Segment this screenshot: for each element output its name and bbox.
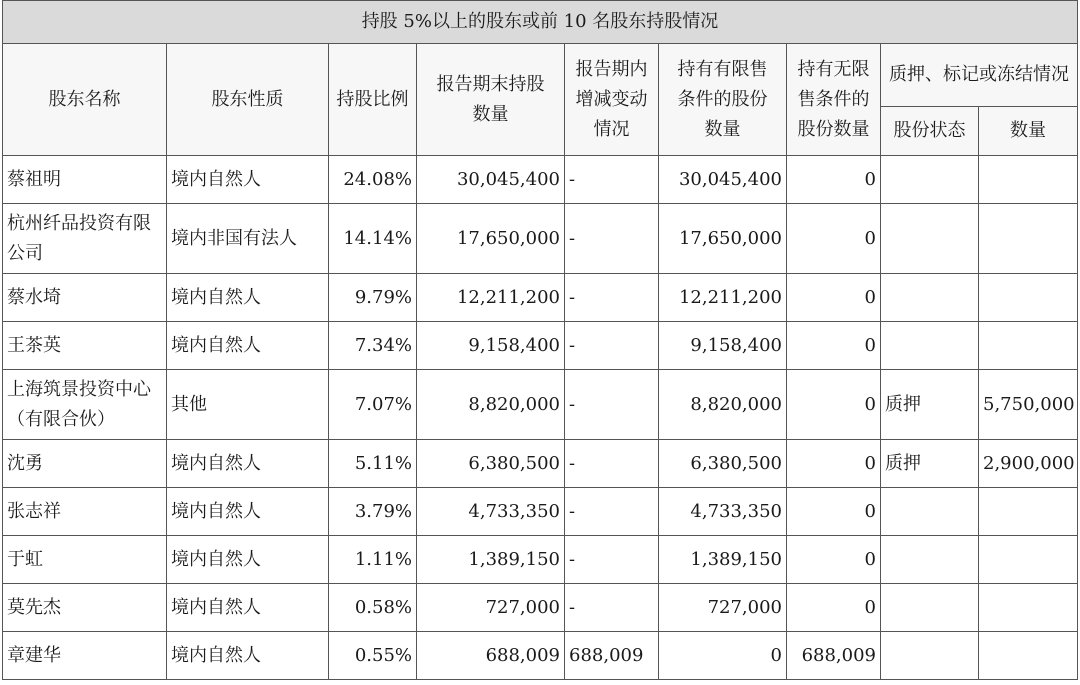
cell-pledge-status — [881, 322, 979, 370]
cell-restricted: 30,045,400 — [659, 156, 787, 204]
cell-nature: 其他 — [167, 370, 329, 440]
shareholder-table — [2, 0, 1078, 680]
cell-end-shares: 17,650,000 — [417, 204, 565, 274]
cell-restricted: 9,158,400 — [659, 322, 787, 370]
header-ratio: 持股比例 — [329, 44, 417, 156]
cell-end-shares: 30,045,400 — [417, 156, 565, 204]
cell-pledge-status — [881, 204, 979, 274]
header-pledge-qty: 数量 — [979, 107, 1078, 156]
cell-restricted: 0 — [659, 632, 787, 680]
cell-name: 蔡祖明 — [3, 156, 167, 204]
cell-end-shares: 727,000 — [417, 584, 565, 632]
cell-pledge-status — [881, 632, 979, 680]
cell-pledge-qty — [979, 632, 1078, 680]
cell-ratio: 9.79% — [329, 274, 417, 322]
cell-pledge-qty — [979, 584, 1078, 632]
cell-ratio: 7.34% — [329, 322, 417, 370]
cell-nature: 境内自然人 — [167, 632, 329, 680]
header-unrestricted: 持有无限售条件的股份数量 — [787, 44, 881, 156]
table-row — [3, 488, 1078, 536]
cell-pledge-qty: 2,900,000 — [979, 440, 1078, 488]
cell-change: - — [565, 204, 659, 274]
cell-unrestricted: 0 — [787, 488, 881, 536]
cell-ratio: 14.14% — [329, 204, 417, 274]
cell-ratio: 1.11% — [329, 536, 417, 584]
cell-nature: 境内自然人 — [167, 440, 329, 488]
cell-change: 688,009 — [565, 632, 659, 680]
header-restricted: 持有有限售条件的股份数量 — [659, 44, 787, 156]
cell-end-shares: 4,733,350 — [417, 488, 565, 536]
cell-change: - — [565, 156, 659, 204]
cell-pledge-status — [881, 536, 979, 584]
cell-name: 王茶英 — [3, 322, 167, 370]
table-row — [3, 274, 1078, 322]
cell-pledge-qty — [979, 322, 1078, 370]
cell-name: 沈勇 — [3, 440, 167, 488]
table-row — [3, 440, 1078, 488]
table-title: 持股 5%以上的股东或前 10 名股东持股情况 — [3, 1, 1078, 44]
cell-change: - — [565, 322, 659, 370]
cell-restricted: 4,733,350 — [659, 488, 787, 536]
header-change: 报告期内增减变动情况 — [565, 44, 659, 156]
cell-name: 蔡水埼 — [3, 274, 167, 322]
cell-nature: 境内自然人 — [167, 536, 329, 584]
cell-name: 张志祥 — [3, 488, 167, 536]
cell-nature: 境内自然人 — [167, 488, 329, 536]
cell-name: 章建华 — [3, 632, 167, 680]
cell-change: - — [565, 488, 659, 536]
cell-pledge-qty: 5,750,000 — [979, 370, 1078, 440]
cell-end-shares: 12,211,200 — [417, 274, 565, 322]
cell-pledge-qty — [979, 488, 1078, 536]
cell-name: 于虹 — [3, 536, 167, 584]
table-row — [3, 584, 1078, 632]
cell-name: 莫先杰 — [3, 584, 167, 632]
table-row — [3, 632, 1078, 680]
cell-change: - — [565, 370, 659, 440]
cell-ratio: 0.58% — [329, 584, 417, 632]
cell-pledge-status — [881, 584, 979, 632]
cell-end-shares: 1,389,150 — [417, 536, 565, 584]
cell-unrestricted: 0 — [787, 584, 881, 632]
cell-change: - — [565, 274, 659, 322]
cell-unrestricted: 0 — [787, 274, 881, 322]
header-pledge-group: 质押、标记或冻结情况 — [881, 44, 1078, 107]
cell-end-shares: 688,009 — [417, 632, 565, 680]
cell-pledge-status: 质押 — [881, 440, 979, 488]
cell-name: 杭州纤品投资有限公司 — [3, 204, 167, 274]
cell-unrestricted: 0 — [787, 156, 881, 204]
cell-pledge-qty — [979, 156, 1078, 204]
cell-end-shares: 9,158,400 — [417, 322, 565, 370]
cell-nature: 境内非国有法人 — [167, 204, 329, 274]
cell-restricted: 12,211,200 — [659, 274, 787, 322]
cell-unrestricted: 0 — [787, 440, 881, 488]
cell-unrestricted: 0 — [787, 536, 881, 584]
cell-restricted: 17,650,000 — [659, 204, 787, 274]
table-row — [3, 370, 1078, 440]
cell-unrestricted: 688,009 — [787, 632, 881, 680]
cell-pledge-status — [881, 274, 979, 322]
table-row — [3, 536, 1078, 584]
cell-restricted: 1,389,150 — [659, 536, 787, 584]
cell-restricted: 6,380,500 — [659, 440, 787, 488]
header-name: 股东名称 — [3, 44, 167, 156]
cell-pledge-status: 质押 — [881, 370, 979, 440]
table-row — [3, 156, 1078, 204]
header-pledge-status: 股份状态 — [881, 107, 979, 156]
cell-restricted: 8,820,000 — [659, 370, 787, 440]
cell-change: - — [565, 440, 659, 488]
cell-nature: 境内自然人 — [167, 274, 329, 322]
cell-pledge-status — [881, 488, 979, 536]
cell-restricted: 727,000 — [659, 584, 787, 632]
cell-unrestricted: 0 — [787, 322, 881, 370]
cell-nature: 境内自然人 — [167, 156, 329, 204]
cell-end-shares: 6,380,500 — [417, 440, 565, 488]
cell-change: - — [565, 536, 659, 584]
cell-pledge-qty — [979, 204, 1078, 274]
header-nature: 股东性质 — [167, 44, 329, 156]
cell-pledge-qty — [979, 274, 1078, 322]
cell-ratio: 7.07% — [329, 370, 417, 440]
cell-pledge-status — [881, 156, 979, 204]
cell-ratio: 0.55% — [329, 632, 417, 680]
table-row — [3, 204, 1078, 274]
cell-change: - — [565, 584, 659, 632]
cell-ratio: 3.79% — [329, 488, 417, 536]
table-row — [3, 322, 1078, 370]
cell-nature: 境内自然人 — [167, 584, 329, 632]
header-end-shares: 报告期末持股数量 — [417, 44, 565, 156]
cell-unrestricted: 0 — [787, 204, 881, 274]
cell-unrestricted: 0 — [787, 370, 881, 440]
cell-end-shares: 8,820,000 — [417, 370, 565, 440]
cell-ratio: 5.11% — [329, 440, 417, 488]
cell-ratio: 24.08% — [329, 156, 417, 204]
cell-name: 上海筑景投资中心（有限合伙） — [3, 370, 167, 440]
cell-pledge-qty — [979, 536, 1078, 584]
cell-nature: 境内自然人 — [167, 322, 329, 370]
